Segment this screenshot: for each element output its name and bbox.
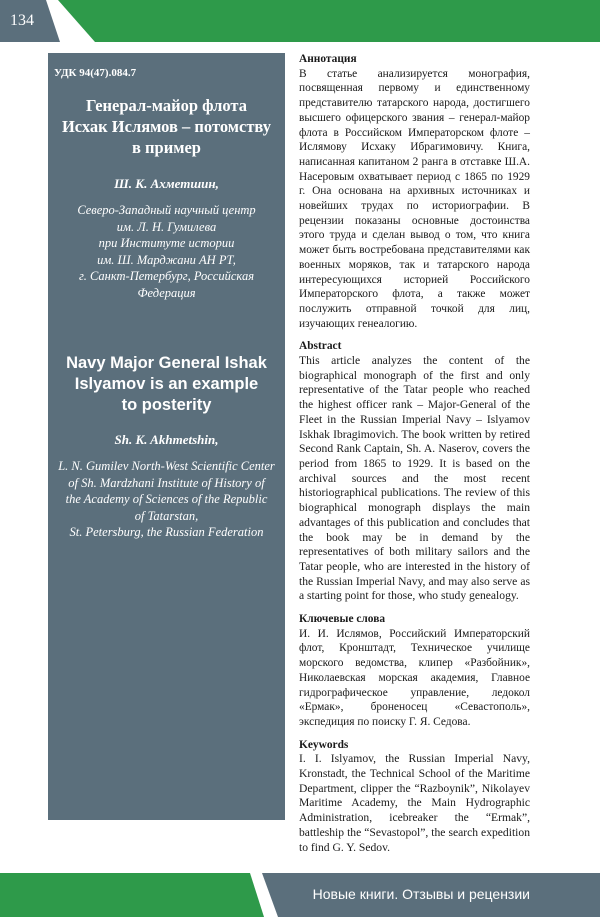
- title-ru-line: в пример: [132, 138, 201, 157]
- affil-en-line: of Tatarstan,: [134, 508, 199, 523]
- affil-en-line: of Sh. Mardzhani Institute of History of: [68, 475, 265, 490]
- keywords-ru-heading: Ключевые слова: [299, 613, 386, 626]
- top-green-band: [0, 0, 600, 42]
- keywords-ru-text: И. И. Ислямов, Российский Императорский флот, Кронштадт, Техническое училище морского ведомства, клипер «Разбойник», Николаевская морская академия, Главное гидрографическое управление, ледокол «Ермак», броненосец «Севастополь», экспедиция по поиску Г. Я. Седова.: [299, 627, 530, 728]
- running-title: Новые книги. Отзывы и рецензии: [312, 886, 530, 902]
- affil-ru-line: Северо-Западный научный центр: [77, 203, 256, 217]
- affiliation-english: [54, 458, 279, 541]
- title-ru-line: Исхак Ислямов – потомству: [61, 117, 272, 136]
- affil-ru-line: им. Л. Н. Гумилева: [116, 219, 217, 234]
- annotation-heading: Аннотация: [299, 53, 357, 65]
- author-russian: Ш. К. Ахметшин,: [114, 176, 219, 191]
- affil-ru-line: г. Санкт-Петербург, Российская: [79, 269, 254, 283]
- article-summary-column: [299, 52, 530, 863]
- title-en-line: Islyamov is an example: [74, 375, 259, 393]
- title-en-line: to posterity: [121, 396, 212, 414]
- author-english: Sh. K. Akhmetshin,: [114, 432, 219, 447]
- udk-code: УДК 94(47).084.7: [54, 67, 137, 79]
- affil-ru-line: при Институте истории: [98, 236, 235, 250]
- affil-ru-line: им. Ш. Марджани АН РТ,: [97, 252, 236, 267]
- affiliation-russian: [54, 202, 279, 301]
- affil-en-line: the Academy of Sciences of the Republic: [65, 492, 268, 506]
- affil-en-line: L. N. Gumilev North-West Scientific Center: [58, 459, 275, 473]
- keywords-en-heading: Keywords: [299, 738, 349, 751]
- title-russian: [54, 95, 279, 158]
- affil-ru-line: Федерация: [137, 285, 196, 300]
- title-english: [54, 353, 279, 416]
- annotation-text: В статье анализируется монография, посвященная первому и единственному представителю татарского народа, достигшего высшего офицерского звания – генерал-майор флота в Российском Императорском флоте – Ислямову Исхаку Ибрагимовичу. Книга, написанная капитаном 2 ранга в отставке Ш.А. Насеровым охватывает период с 1865 по 1929 г. Она основана на архивных источниках и новейших трудах по историографии. В рецензии показаны основные достоинства этого труда и сделан вывод о том, что книга может быть востребована представителями как военных моряков, так и татарского народа интересующихся историей Российского Императорского флота, а также может послужить отправной точкой для лиц, изучающих генеалогию.: [299, 67, 530, 330]
- abstract-text: This article analyzes the content of the biographical monograph of the first and only representative of the Tatar people who reached the highest officer rank – Major-General of the Fleet in the Russian Imperial Navy – Islyamov Iskhak Ibragimovich. The book written by retired Second Rank Captain, Sh. A. Naserov, covers the period from 1865 to 1929. It is based on the archival sources and the most recent historiographical publications. The review of this biographical monograph displays the main advantages of this publication and concludes that the book may be in demand by the representatives of both military sailors and the Tatar people, who are interested in the history of the Russian Imperial Navy, and may also serve as a starting point for those, who study genealogy.: [299, 354, 530, 603]
- abstract-heading: Abstract: [299, 340, 342, 353]
- keywords-en-text: I. I. Islyamov, the Russian Imperial Navy, Kronstadt, the Technical School of the Maritime Department, clipper the “Razboynik”, Nikolayev Maritime Academy, the Main Hydrographic Administration, icebreaker the “Ermak”, battleship the “Sevastopol”, the search expedition to find G. Y. Sedov.: [299, 752, 530, 854]
- affil-en-line: St. Petersburg, the Russian Federation: [69, 525, 264, 539]
- top-bar: [0, 0, 600, 42]
- title-ru-line: Генерал-майор флота: [85, 96, 247, 115]
- title-en-line: Navy Major General Ishak: [66, 354, 267, 372]
- page-number: 134: [10, 12, 34, 29]
- article-title-panel: [48, 53, 285, 820]
